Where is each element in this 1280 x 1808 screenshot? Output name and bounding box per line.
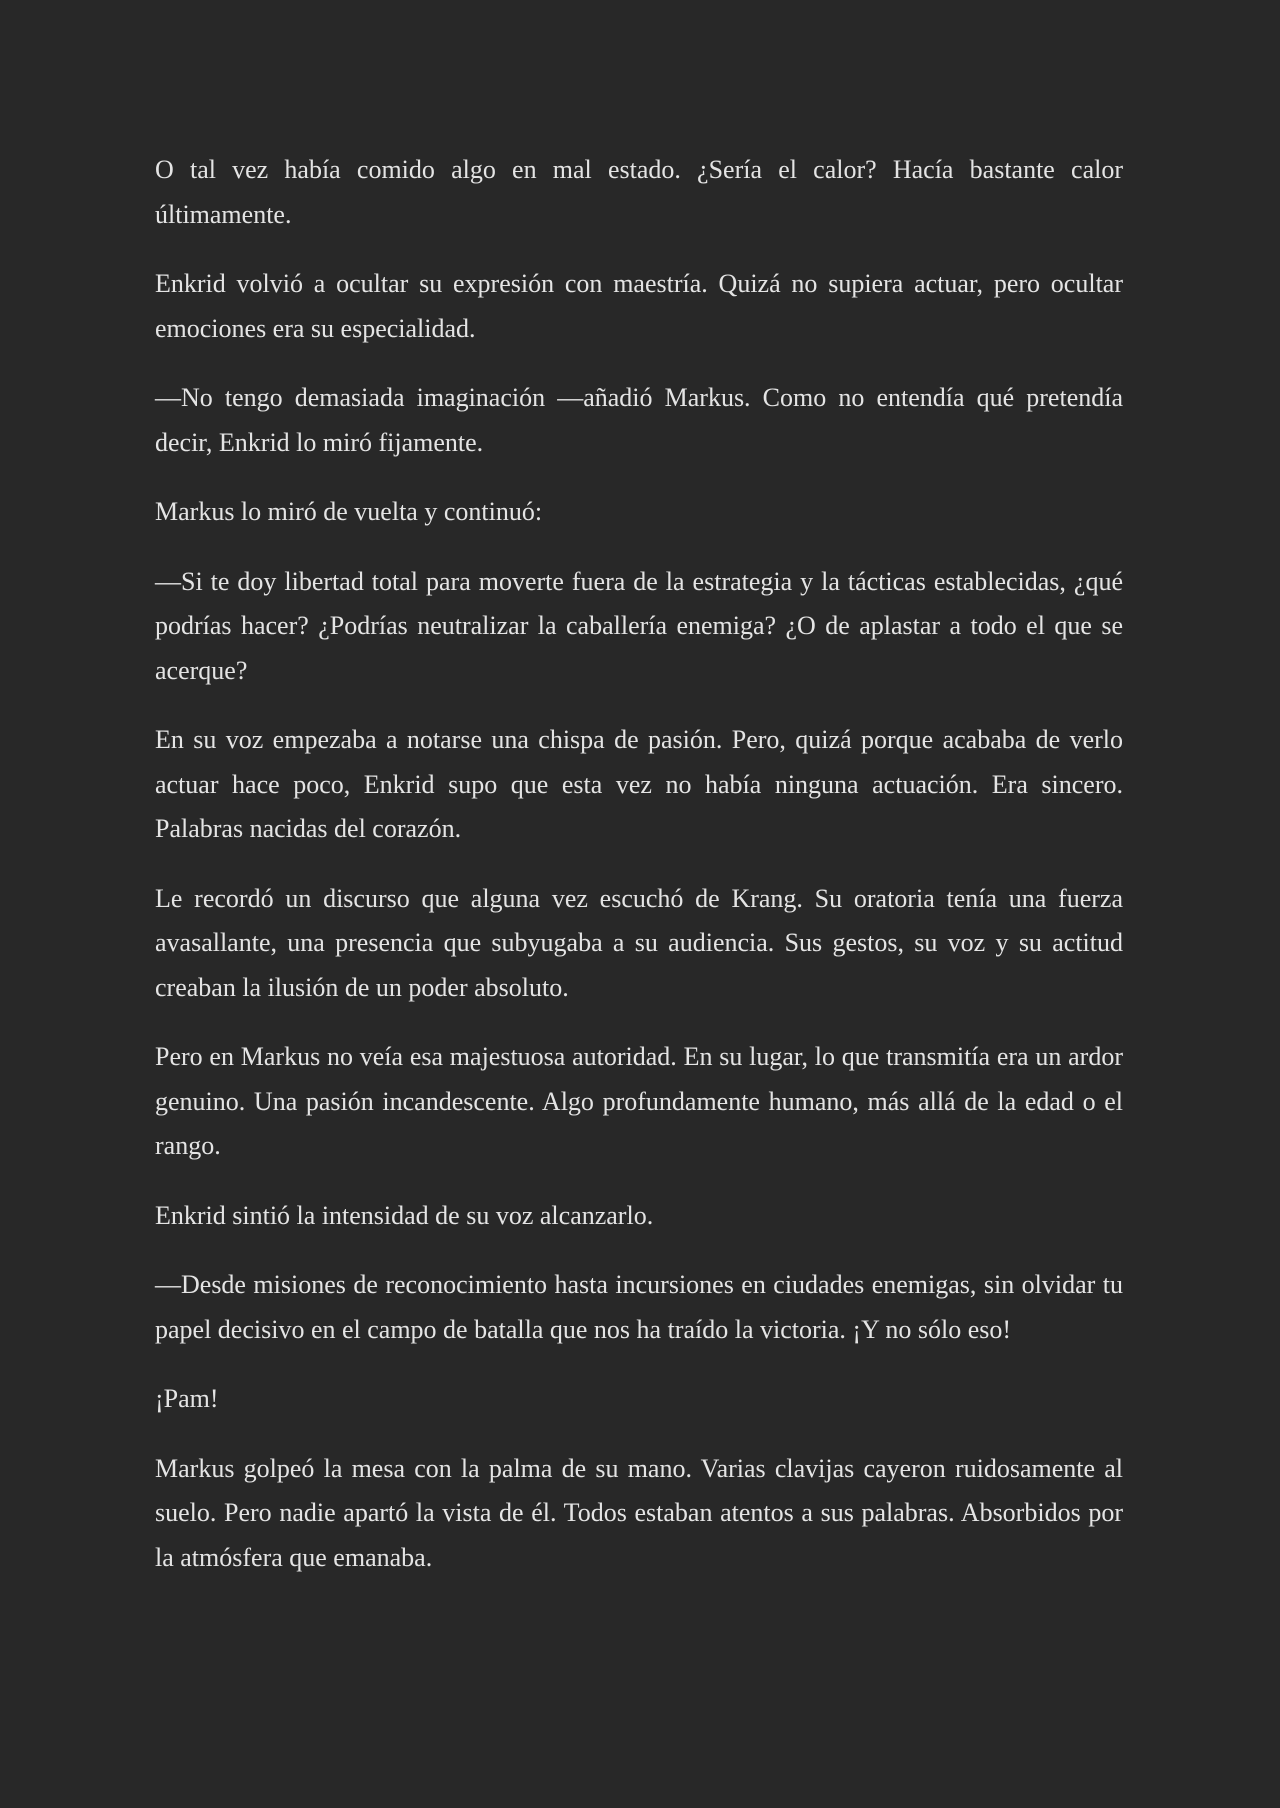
paragraph: Markus golpeó la mesa con la palma de su mano. Varias clavijas cayeron ruidosamente al suelo. Pero nadie apartó la vista de él. Todos estaban atentos a sus palabras. Absorbidos por la atmósfera que emanaba. — [155, 1453, 1123, 1572]
paragraph: En su voz empezaba a notarse una chispa de pasión. Pero, quizá porque acababa de verlo actuar hace poco, Enkrid supo que esta vez no había ninguna actuación. Era sincero. Palabras nacidas del corazón. — [155, 725, 1123, 843]
paragraph: ¡Pam! — [155, 1384, 219, 1413]
paragraph: —Si te doy libertad total para moverte fuera de la estrategia y la tácticas establecidas, ¿qué podrías hacer? ¿Podrías neutralizar la caballería enemiga? ¿O de aplastar a todo el que se acerque? — [155, 566, 1123, 685]
paragraph: Enkrid sintió la intensidad de su voz alcanzarlo. — [155, 1200, 654, 1230]
paragraph: Enkrid volvió a ocultar su expresión con maestría. Quizá no supiera actuar, pero ocultar emociones era su especialidad. — [155, 269, 1123, 343]
paragraph: —No tengo demasiada imaginación —añadió Markus. Como no entendía qué pretendía decir, Enkrid lo miró fijamente. — [155, 383, 1123, 457]
paragraph: Pero en Markus no veía esa majestuosa autoridad. En su lugar, lo que transmitía era un ardor genuino. Una pasión incandescente. Algo profundamente humano, más allá de la edad o el rango. — [155, 1042, 1123, 1160]
chapter-body — [155, 148, 1123, 1605]
paragraph: Le recordó un discurso que alguna vez escuchó de Krang. Su oratoria tenía una fuerza avasallante, una presencia que subyugaba a su audiencia. Sus gestos, su voz y su actitud creaban la ilusión de un poder absoluto. — [155, 883, 1123, 1002]
paragraph: O tal vez había comido algo en mal estado. ¿Sería el calor? Hacía bastante calor últimamente. — [155, 155, 1123, 229]
paragraph: —Desde misiones de reconocimiento hasta incursiones en ciudades enemigas, sin olvidar tu papel decisivo en el campo de batalla que nos ha traído la victoria. ¡Y no sólo eso! — [155, 1270, 1123, 1344]
paragraph: Markus lo miró de vuelta y continuó: — [155, 497, 543, 526]
